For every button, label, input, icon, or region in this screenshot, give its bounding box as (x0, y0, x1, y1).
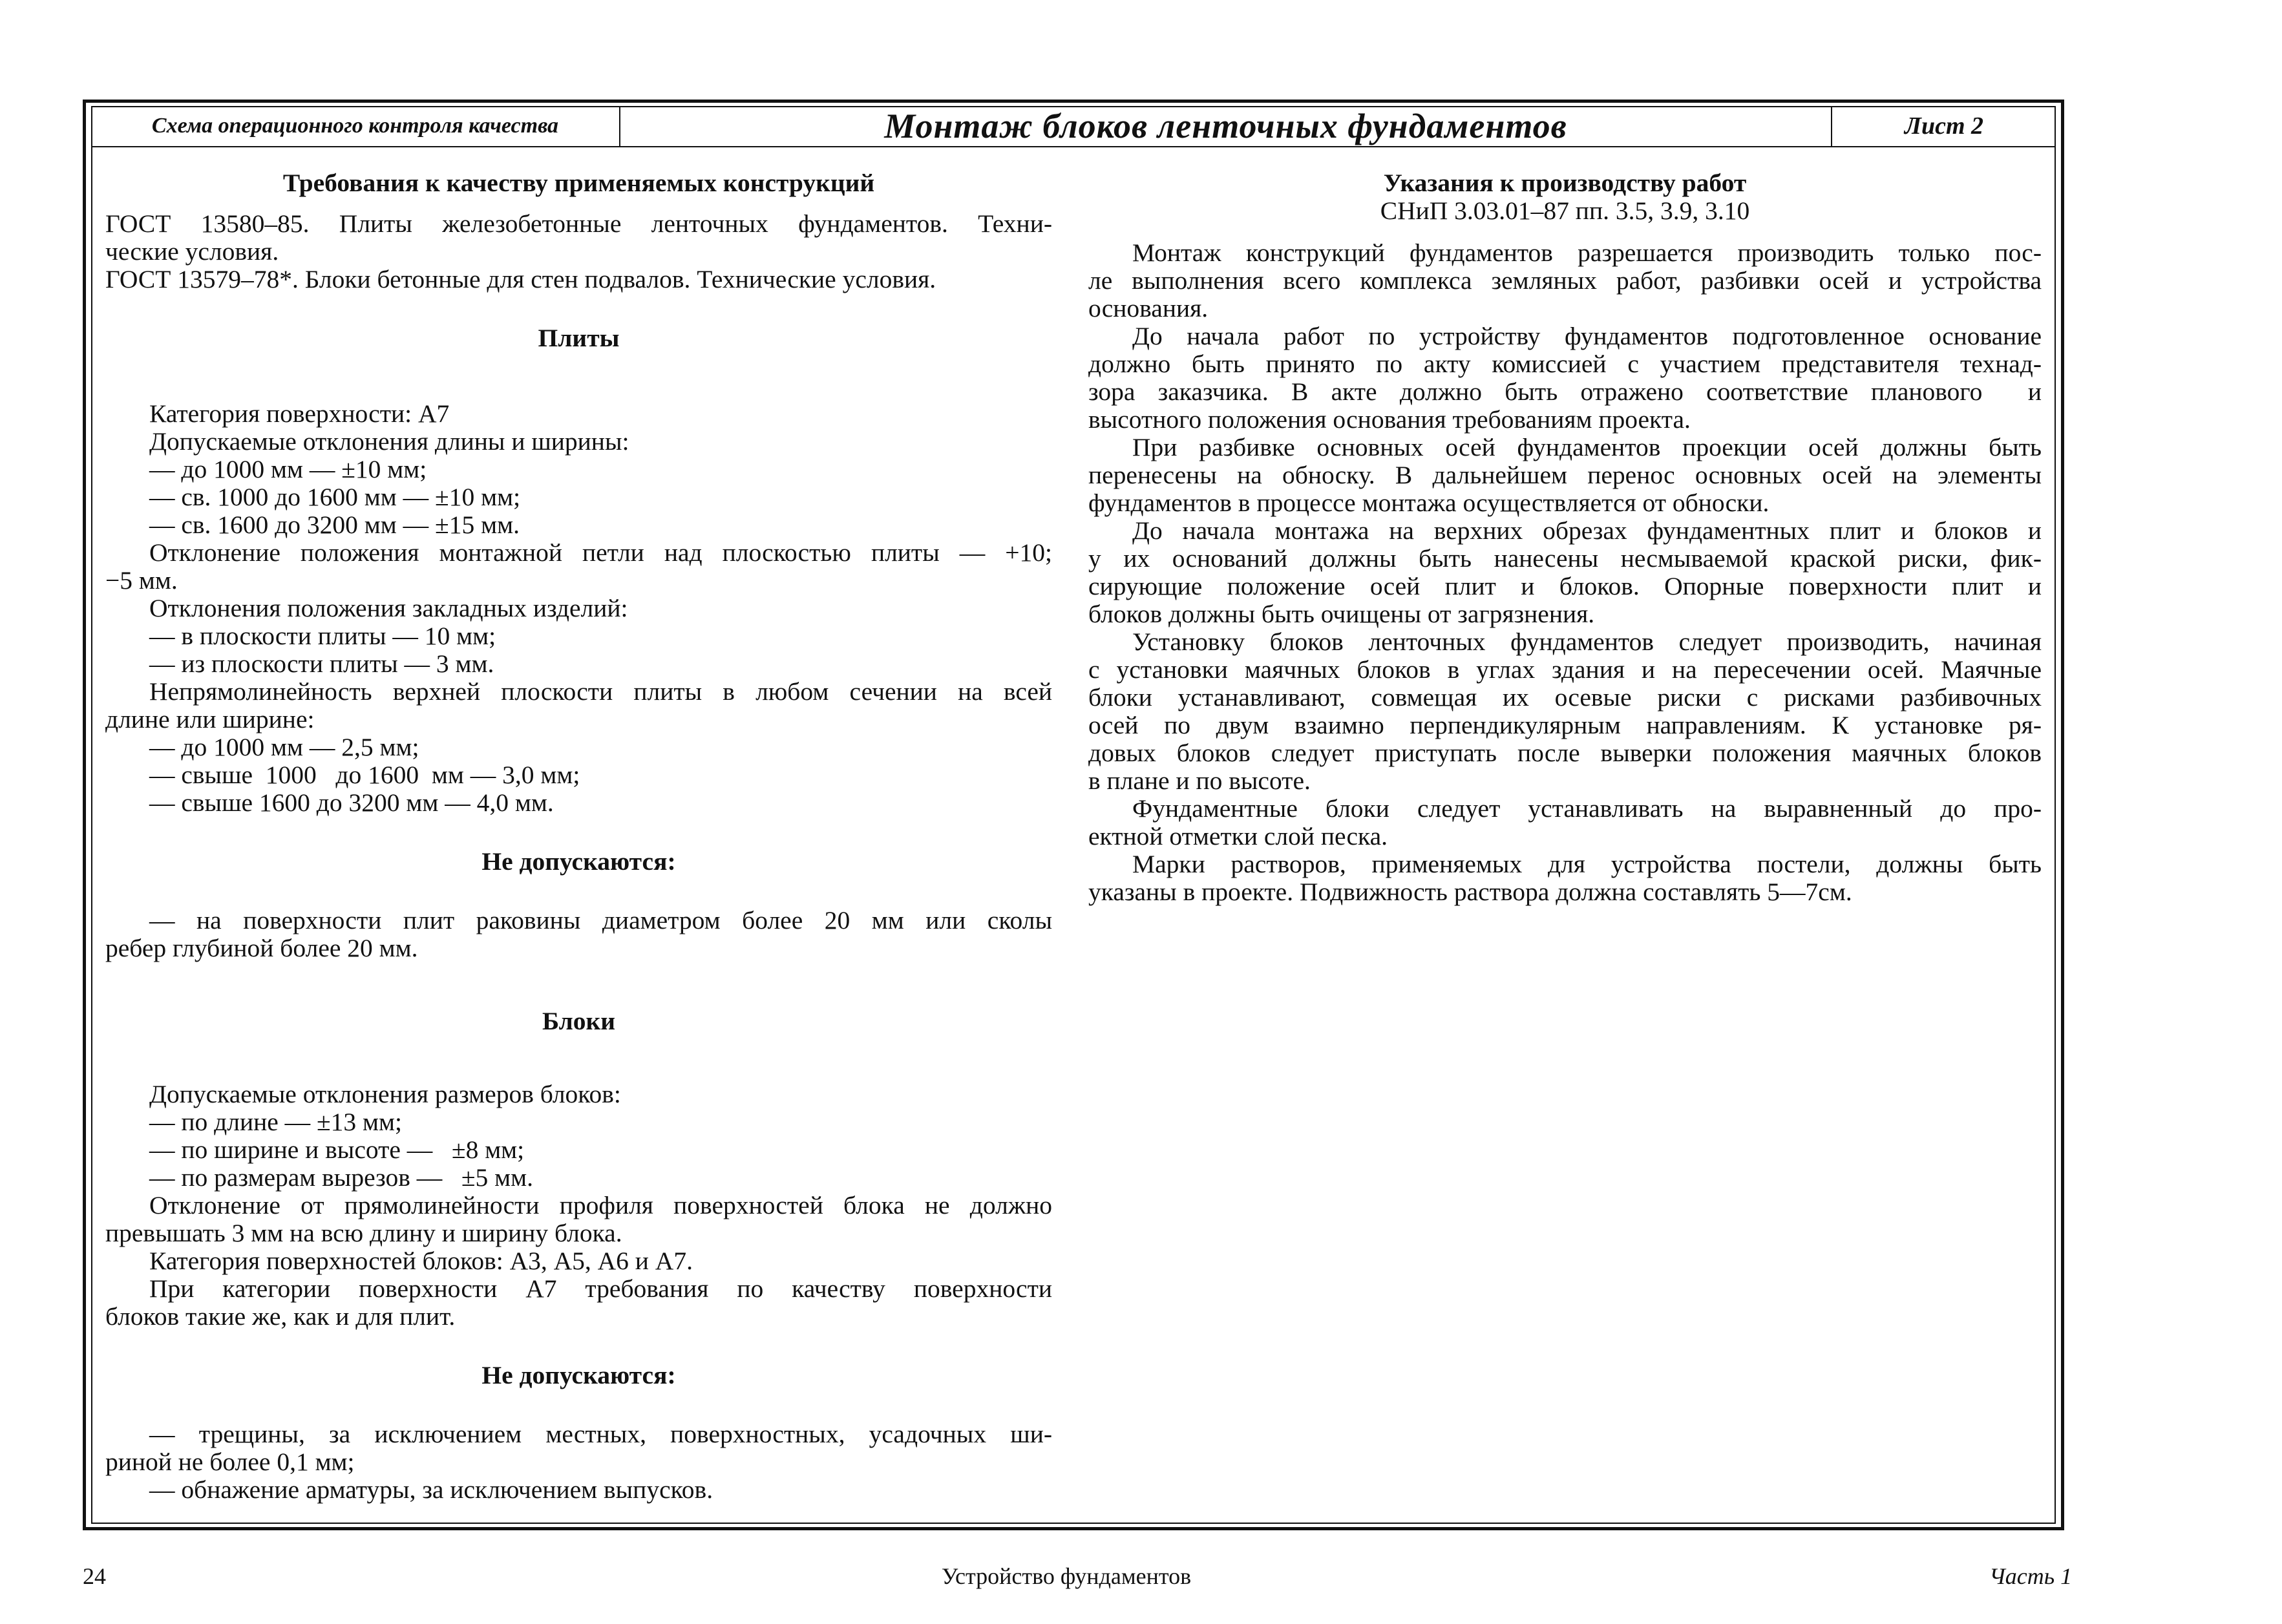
text-line: Непрямолинейность верхней плоскости плиты в любом сечении на всей (149, 677, 1052, 706)
text-line: Отклонение от прямолинейности профиля поверхностей блока не должно (149, 1191, 1052, 1219)
text-line: перенесены на обноску. В дальнейшем перенос основных осей на элементы (1088, 461, 2042, 489)
works-heading: Указания к производству работ (1383, 169, 1747, 197)
header-row (91, 106, 2056, 147)
text-line: Допускаемые отклонения длины и ширины: (149, 427, 629, 456)
text-line: блоки устанавливают, совмещая их осевые риски с рисками разбивочных (1088, 683, 2042, 712)
blocks-heading: Блоки (542, 1007, 616, 1035)
text-line: указаны в проекте. Подвижность раствора должна составлять 5—7см. (1088, 878, 1852, 906)
text-line: блоков должны быть очищены от загрязнения. (1088, 600, 1595, 628)
text-line: длине или ширине: (105, 705, 315, 733)
text-line: ле выполнения всего комплекса земляных работ, разбивки осей и устройства (1088, 266, 2042, 295)
text-line: Отклонения положения закладных изделий: (149, 594, 628, 622)
text-line: должно быть принято по акту комиссией с участием представителя технад- (1088, 350, 2042, 378)
footer-part: Часть 1 (1989, 1563, 2073, 1589)
text-line: — свыше 1600 до 3200 мм — 4,0 мм. (149, 788, 554, 817)
text-line: — свыше 1000 до 1600 мм — 3,0 мм; (149, 761, 580, 789)
text-line: Марки растворов, применяемых для устройства постели, должны быть (1132, 850, 2042, 878)
text-line: превышать 3 мм на всю длину и ширину блока. (105, 1219, 622, 1247)
text-line: — св. 1000 до 1600 мм — ±10 мм; (149, 483, 521, 511)
text-line: — по размерам вырезов — ±5 мм. (149, 1163, 534, 1192)
text-line: довых блоков следует приступать после выверки положения маячных блоков (1088, 739, 2042, 767)
text-line: у их оснований должны быть нанесены несмываемой краской риски, фик- (1088, 544, 2042, 573)
plates-heading: Плиты (538, 324, 620, 352)
text-line: Категория поверхностей блоков: А3, А5, А6 и А7. (149, 1247, 693, 1275)
header-scheme: Схема операционного контроля качества (91, 106, 620, 146)
text-line: — на поверхности плит раковины диаметром более 20 мм или сколы (149, 906, 1052, 934)
text-line: ектной отметки слой песка. (1088, 822, 1388, 850)
text-line: — по длине — ±13 мм; (149, 1108, 403, 1136)
left-column (105, 169, 1052, 1504)
not-allowed-heading: Не допускаются: (481, 847, 676, 876)
footer-title: Устройство фундаментов (941, 1563, 1192, 1589)
text-line: — в плоскости плиты — 10 мм; (149, 622, 496, 650)
text-line: — до 1000 мм — ±10 мм; (149, 455, 427, 483)
text-line: −5 мм. (105, 566, 178, 595)
text-line: с установки маячных блоков в углах здания и на пересечении осей. Маячные (1088, 655, 2042, 684)
text-line: Категория поверхности: А7 (149, 399, 450, 428)
works-subheading: СНиП 3.03.01–87 пп. 3.5, 3.9, 3.10 (1380, 196, 1750, 225)
text-line: — св. 1600 до 3200 мм — ±15 мм. (149, 511, 520, 539)
text-line: основания. (1088, 294, 1209, 322)
text-line: При категории поверхности А7 требования по качеству поверхности (149, 1274, 1052, 1303)
text-line: — обнажение арматуры, за исключением выпусков. (149, 1475, 713, 1504)
text-line: Фундаментные блоки следует устанавливать на выравненный до про- (1132, 794, 2042, 823)
text-line: фундаментов в процессе монтажа осуществляется от обноски. (1088, 489, 1770, 517)
text-line: — из плоскости плиты — 3 мм. (149, 649, 494, 678)
text-line: До начала работ по устройству фундаментов подготовленное основание (1132, 322, 2042, 350)
not-allowed-heading: Не допускаются: (481, 1361, 676, 1389)
text-line: блоков такие же, как и для плит. (105, 1302, 456, 1331)
text-line: Монтаж конструкций фундаментов разрешается производить только пос- (1132, 238, 2042, 267)
text-line: До начала монтажа на верхних обрезах фундаментных плит и блоков и (1132, 516, 2042, 545)
text-line: зора заказчика. В акте должно быть отражено соответствие планового и (1088, 377, 2042, 406)
gost-line: ческие условия. (105, 237, 279, 266)
text-line: Отклонение положения монтажной петли над плоскостью плиты — +10; (149, 538, 1052, 567)
text-line: высотного положения основания требованиям проекта. (1088, 405, 1691, 434)
page-number: 24 (83, 1563, 106, 1589)
text-line: риной не более 0,1 мм; (105, 1448, 355, 1476)
text-line: Допускаемые отклонения размеров блоков: (149, 1080, 621, 1108)
text-line: — до 1000 мм — 2,5 мм; (149, 733, 419, 761)
header-title: Монтаж блоков ленточных фундаментов (620, 106, 1832, 146)
text-line: в плане и по высоте. (1088, 766, 1311, 795)
text-line: — трещины, за исключением местных, поверхностных, усадочных ши- (149, 1420, 1052, 1448)
text-line: Установку блоков ленточных фундаментов следует производить, начиная (1132, 627, 2042, 656)
text-line: — по ширине и высоте — ±8 мм; (149, 1135, 525, 1164)
gost-line: ГОСТ 13579–78*. Блоки бетонные для стен подвалов. Технические условия. (105, 265, 936, 293)
right-column (1088, 169, 2042, 906)
text-line: осей по двум взаимно перпендикулярным направлениям. К установке ря- (1088, 711, 2042, 739)
header-sheet: Лист 2 (1904, 112, 1984, 140)
quality-heading: Требования к качеству применяемых конструкций (282, 169, 875, 197)
text-line: сирующие положение осей плит и блоков. Опорные поверхности плит и (1088, 572, 2042, 600)
text-line: При разбивке основных осей фундаментов проекции осей должны быть (1132, 433, 2042, 461)
text-line: ребер глубиной более 20 мм. (105, 934, 418, 962)
gost-line: ГОСТ 13580–85. Плиты железобетонные ленточных фундаментов. Техни- (105, 209, 1052, 238)
